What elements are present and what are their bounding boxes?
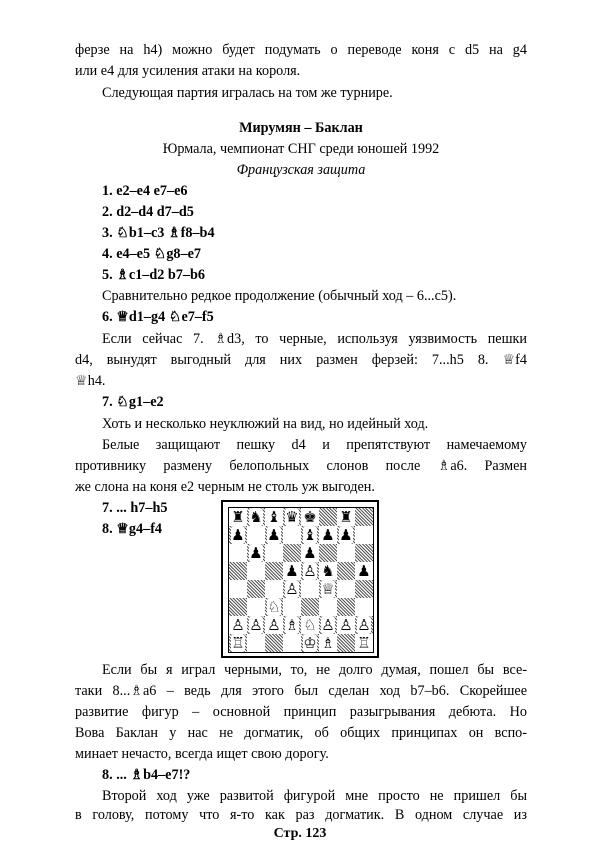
text-line: минает нечасто, всегда ищет свою дорогу.: [75, 746, 329, 762]
comment-line: противнику размену белопольных слонов после ♗a6. Размен: [75, 458, 527, 474]
comment-line: же слона на коня e2 черным не столь уж выгоден.: [75, 479, 375, 495]
square-c7: [265, 526, 283, 544]
square-h5: [355, 562, 373, 580]
square-d4: [283, 580, 301, 598]
chess-piece: ♙: [249, 616, 263, 634]
text-line: или е4 для усиления атаки на короля.: [75, 63, 301, 79]
square-g1: [337, 634, 355, 652]
square-e6: [301, 544, 319, 562]
square-b1: [247, 634, 265, 652]
text-line: ферзе на h4) можно будет подумать о переводе коня с d5 на g4: [75, 42, 527, 58]
square-a3: [229, 598, 247, 616]
move-line: 2. d2–d4 d7–d5: [102, 204, 194, 220]
chess-piece: ♘: [267, 598, 281, 616]
square-e1: [301, 634, 319, 652]
square-b6: [247, 544, 265, 562]
text-line: Если бы я играл черными, то, не долго думая, пошел бы все-: [102, 662, 527, 678]
square-e8: [301, 508, 319, 526]
chess-piece: ♟: [285, 562, 299, 580]
chess-piece: ♙: [285, 580, 299, 598]
square-f5: [319, 562, 337, 580]
square-a6: [229, 544, 247, 562]
move-line: 5. ♗c1–d2 b7–b6: [102, 267, 205, 283]
move-line: 3. ♘b1–c3 ♗f8–b4: [102, 225, 215, 241]
chess-piece: ♖: [357, 634, 371, 652]
square-b2: [247, 616, 265, 634]
move-line: 4. e4–e5 ♘g8–e7: [102, 246, 202, 262]
square-e3: [301, 598, 319, 616]
text-line: таки 8...♗a6 – ведь для этого был сделан ход b7–b6. Скорейшее: [75, 683, 527, 699]
square-c3: [265, 598, 283, 616]
square-c6: [265, 544, 283, 562]
square-f8: [319, 508, 337, 526]
comment-line: ♕h4.: [75, 373, 106, 389]
game-event: Юрмала, чемпионат СНГ среди юношей 1992: [162, 141, 440, 157]
square-c4: [265, 580, 283, 598]
chess-piece: ♗: [321, 634, 335, 652]
chess-piece: ♚: [303, 508, 317, 526]
chess-piece: ♟: [357, 562, 371, 580]
square-b7: [247, 526, 265, 544]
square-g6: [337, 544, 355, 562]
comment-line: d4, вынудят выгодный для них размен ферзей: 7...h5 8. ♕f4: [75, 352, 527, 368]
chess-piece: ♞: [321, 562, 335, 580]
chess-board: [228, 507, 374, 653]
game-title: Мирумян – Баклан: [239, 120, 363, 136]
square-d3: [283, 598, 301, 616]
comment-line: Белые защищают пешку d4 и препятствуют намечаемому: [102, 437, 527, 453]
chess-piece: ♗: [285, 616, 299, 634]
chess-piece: ♙: [303, 562, 317, 580]
square-d7: [283, 526, 301, 544]
text-line: развитие фигур – основной принцип разыгрывания дебюта. Но: [75, 704, 527, 720]
comment-line: Хоть и несколько неуклюжий на вид, но идейный ход.: [102, 416, 429, 432]
chess-diagram: [221, 500, 379, 658]
move-line: 6. ♕d1–g4 ♘e7–f5: [102, 309, 214, 325]
chess-piece: ♟: [231, 526, 245, 544]
move-line: 7. ♘g1–e2: [102, 394, 164, 410]
square-e4: [301, 580, 319, 598]
square-d1: [283, 634, 301, 652]
chess-piece: ♜: [339, 508, 353, 526]
square-c2: [265, 616, 283, 634]
chess-piece: ♙: [231, 616, 245, 634]
square-a4: [229, 580, 247, 598]
chess-piece: ♟: [303, 544, 317, 562]
square-h2: [355, 616, 373, 634]
square-c1: [265, 634, 283, 652]
chess-piece: ♟: [267, 526, 281, 544]
comment-line: Сравнительно редкое продолжение (обычный ход – 6...c5).: [102, 288, 457, 304]
move-line: 1. e2–e4 e7–e6: [102, 183, 188, 199]
chess-piece: ♟: [339, 526, 353, 544]
square-f2: [319, 616, 337, 634]
text-line: в голову, потому что я-то как раз догматик. В одном случае из: [75, 807, 527, 823]
square-g2: [337, 616, 355, 634]
chess-piece: ♕: [321, 580, 335, 598]
move-line: 8. ♕g4–f4: [102, 521, 163, 537]
page-number: Стр. 123: [273, 826, 327, 841]
square-a2: [229, 616, 247, 634]
chess-piece: ♙: [357, 616, 371, 634]
square-a5: [229, 562, 247, 580]
opening-name: Французская защита: [236, 162, 366, 178]
chess-piece: ♖: [231, 634, 245, 652]
square-h7: [355, 526, 373, 544]
chess-piece: ♙: [321, 616, 335, 634]
chess-piece: ♜: [231, 508, 245, 526]
square-d8: [283, 508, 301, 526]
chess-piece: ♟: [321, 526, 335, 544]
move-line: 7. ... h7–h5: [102, 500, 168, 516]
square-d5: [283, 562, 301, 580]
text-line: Второй ход уже развитой фигурой мне просто не пришел бы: [102, 788, 527, 804]
square-c8: [265, 508, 283, 526]
square-h6: [355, 544, 373, 562]
chess-piece: ♘: [303, 616, 317, 634]
square-h1: [355, 634, 373, 652]
square-g5: [337, 562, 355, 580]
square-h8: [355, 508, 373, 526]
square-g4: [337, 580, 355, 598]
square-f1: [319, 634, 337, 652]
square-g3: [337, 598, 355, 616]
square-g8: [337, 508, 355, 526]
square-b5: [247, 562, 265, 580]
chess-piece: ♙: [339, 616, 353, 634]
square-c5: [265, 562, 283, 580]
chess-piece: ♟: [249, 544, 263, 562]
square-f4: [319, 580, 337, 598]
square-b3: [247, 598, 265, 616]
chess-piece: ♝: [267, 508, 281, 526]
text-line: Следующая партия игралась на том же турнире.: [102, 85, 393, 101]
square-a7: [229, 526, 247, 544]
move-line: 8. ... ♗b4–e7!?: [102, 767, 191, 783]
square-e7: [301, 526, 319, 544]
square-a8: [229, 508, 247, 526]
square-f7: [319, 526, 337, 544]
square-g7: [337, 526, 355, 544]
square-f3: [319, 598, 337, 616]
square-e5: [301, 562, 319, 580]
square-h4: [355, 580, 373, 598]
comment-line: Если сейчас 7. ♗d3, то черные, используя уязвимость пешки: [102, 331, 527, 347]
square-b8: [247, 508, 265, 526]
square-b4: [247, 580, 265, 598]
chess-piece: ♝: [303, 526, 317, 544]
square-d2: [283, 616, 301, 634]
chess-piece: ♛: [285, 508, 299, 526]
square-e2: [301, 616, 319, 634]
square-d6: [283, 544, 301, 562]
square-a1: [229, 634, 247, 652]
text-line: Вова Баклан у нас не догматик, об общих принципах он вспо-: [75, 725, 527, 741]
square-h3: [355, 598, 373, 616]
chess-piece: ♞: [249, 508, 263, 526]
square-f6: [319, 544, 337, 562]
chess-piece: ♔: [303, 634, 317, 652]
chess-piece: ♙: [267, 616, 281, 634]
